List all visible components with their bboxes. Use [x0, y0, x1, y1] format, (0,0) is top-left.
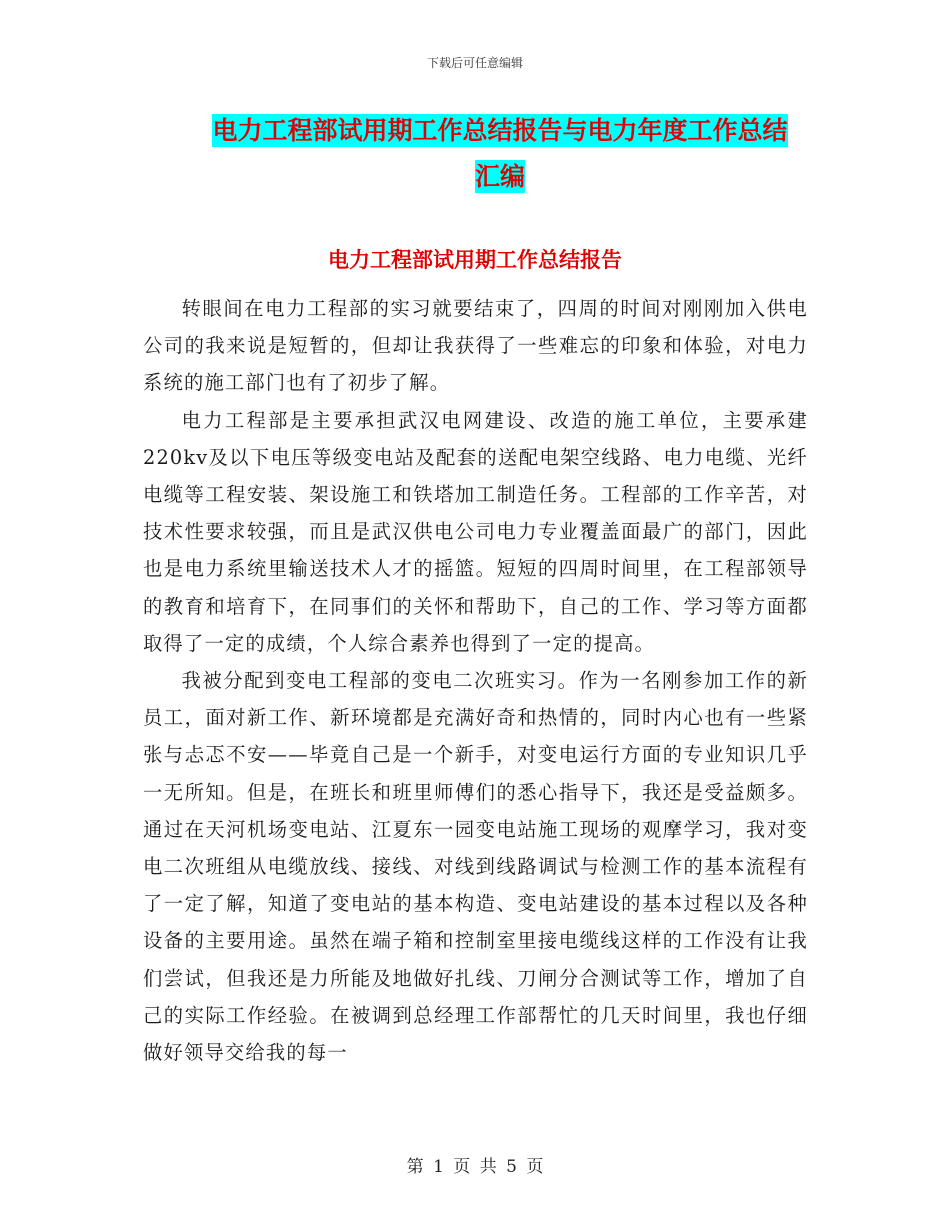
document-title — [150, 108, 850, 200]
section-title: 电力工程部试用期工作总结报告 — [328, 248, 622, 272]
paragraph-3: 我被分配到变电工程部的变电二次班实习。作为一名刚参加工作的新员工，面对新工作、新环境都是充满好奇和热情的，同时内心也有一些紧张与忐忑不安——毕竟自己是一个新手，对变电运行方面的专业知识几乎一无所知。但是，在班长和班里师傅们的悉心指导下，我还是受益颇多。通过在天河机场变电站、江夏东一园变电站施工现场的观摩学习，我对变电二次班组从电缆放线、接线、对线到线路调试与检测工作的基本流程有了一定了解，知道了变电站的基本构造、变电站建设的基本过程以及各种设备的主要用途。虽然在端子箱和控制室里接电缆线这样的工作没有让我们尝试，但我还是力所能及地做好扎线、刀闸分合测试等工作，增加了自己的实际工作经验。在被调到总经理工作部帮忙的几天时间里，我也仔细做好领导交给我的每一 — [143, 669, 808, 1065]
title-line-1: 电力工程部试用期工作总结报告与电力年度工作总结 — [212, 116, 788, 145]
page-number-footer: 第 1 页 共 5 页 — [406, 1157, 544, 1177]
title-line-2: 汇编 — [474, 162, 525, 191]
header-note: 下载后可任意编辑 — [426, 56, 523, 70]
paragraph-2: 电力工程部是主要承担武汉电网建设、改造的施工单位，主要承建220kv及以下电压等级变电站及配套的送配电架空线路、电力电缆、光纤电缆等工程安装、架设施工和铁塔加工制造任务。工程部的工作辛苦，对技术性要求较强，而且是武汉供电公司电力专业覆盖面最广的部门，因此也是电力系统里输送技术人才的摇篮。短短的四周时间里，在工程部领导的教育和培育下，在同事们的关怀和帮助下，自己的工作、学习等方面都取得了一定的成绩，个人综合素养也得到了一定的提高。 — [143, 408, 808, 655]
paragraph-1: 转眼间在电力工程部的实习就要结束了，四周的时间对刚刚加入供电公司的我来说是短暂的，但却让我获得了一些难忘的印象和体验，对电力系统的施工部门也有了初步了解。 — [143, 297, 808, 395]
document-body — [143, 290, 808, 1071]
